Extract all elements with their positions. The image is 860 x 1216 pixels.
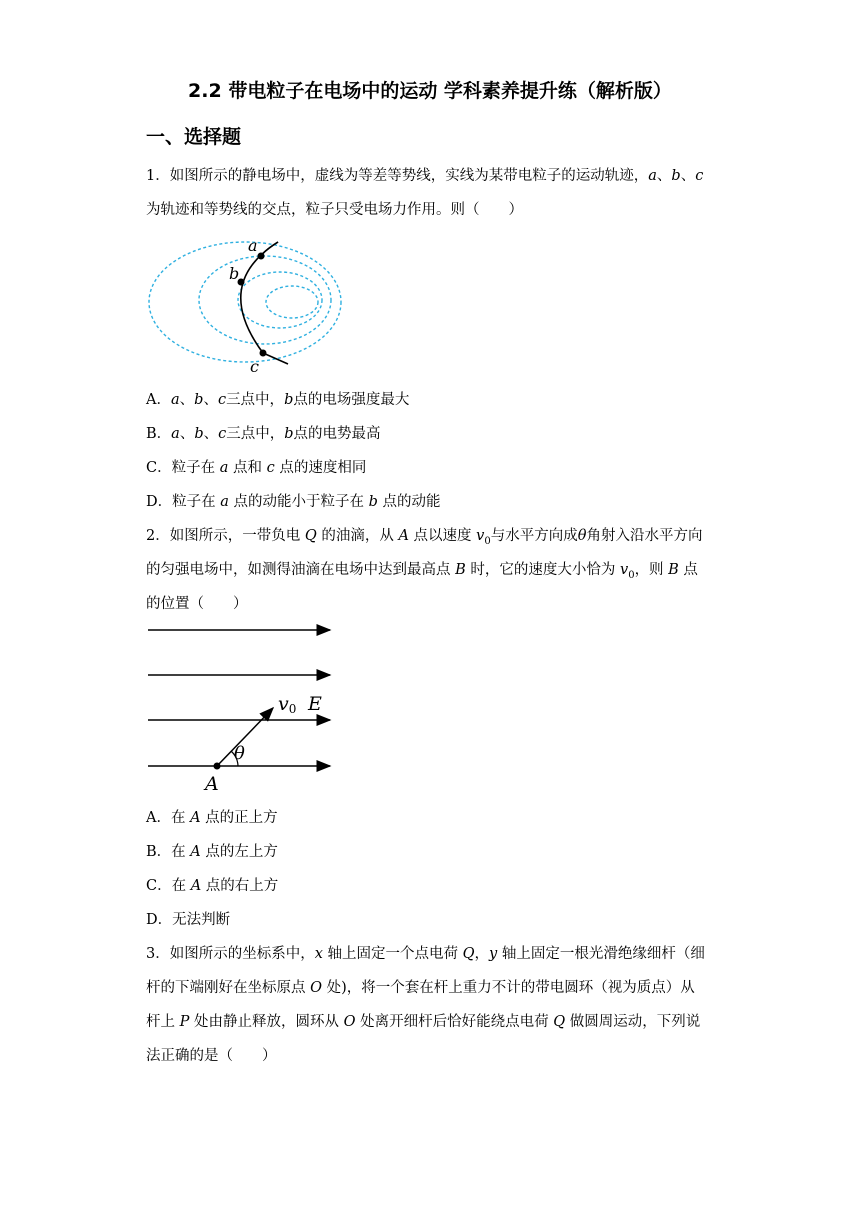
label-E: E [308, 693, 322, 715]
label-A: A [205, 773, 219, 795]
label-v0: v0 [278, 693, 297, 716]
q2-option-a[interactable]: A．在 A 点的正上方 [146, 810, 278, 826]
point-a-dot [258, 253, 265, 260]
q2-stem-line-1: 2．如图所示，一带负电 Q 的油滴，从 A 点以速度 $v_0$与水平方向成θ角射入沿水平方向 [146, 528, 703, 547]
q3-stem-line-3: 杆上 P 处由静止释放，圆环从 O 处离开细杆后恰好能绕点电荷 Q 做圆周运动，下列说 [146, 1014, 701, 1030]
point-A-dot [214, 763, 221, 770]
equipotential-outer [149, 242, 341, 362]
q3-stem-line-1: 3．如图所示的坐标系中，x 轴上固定一个点电荷 Q，y 轴上固定一根光滑绝缘细杆（细 [146, 946, 705, 962]
document-title: 2.2 带电粒子在电场中的运动 学科素养提升练（解析版） [188, 80, 672, 102]
label-theta: θ [234, 743, 245, 764]
q3-stem-line-4: 法正确的是（ ） [146, 1048, 277, 1064]
q1-option-d[interactable]: D．粒子在 a 点的动能小于粒子在 b 点的动能 [146, 494, 441, 510]
q1-option-c[interactable]: C．粒子在 a 点和 c 点的速度相同 [146, 460, 367, 476]
velocity-vector [217, 708, 273, 766]
point-c-dot [260, 350, 267, 357]
equipotential-3 [238, 272, 322, 328]
q1-option-a[interactable]: A．a、b、c三点中，b点的电场强度最大 [146, 392, 410, 408]
q2-stem-line-3: 的位置（ ） [146, 596, 248, 612]
label-c: c [250, 357, 259, 376]
q2-electric-field-figure [140, 618, 340, 796]
q1-option-b[interactable]: B．a、b、c三点中，b点的电势最高 [146, 426, 381, 442]
equipotential-inner [266, 286, 318, 318]
q1-equipotential-figure [140, 222, 350, 382]
q2-stem-line-2: 的匀强电场中，如测得油滴在电场中达到最高点 B 时，它的速度大小恰为 $v_0$，则 B 点 [146, 562, 698, 581]
label-a: a [248, 236, 258, 255]
particle-trajectory [241, 242, 288, 364]
label-b: b [229, 264, 240, 283]
q1-stem-line-2: 为轨迹和等势线的交点，粒子只受电场力作用。则（ ） [146, 202, 523, 218]
section-heading: 一、选择题 [146, 126, 242, 148]
q2-option-c[interactable]: C．在 A 点的右上方 [146, 878, 279, 894]
q2-option-d[interactable]: D．无法判断 [146, 912, 231, 928]
q2-option-b[interactable]: B．在 A 点的左上方 [146, 844, 278, 860]
q3-stem-line-2: 杆的下端刚好在坐标原点 O 处)，将一个套在杆上重力不计的带电圆环（视为质点）从 [146, 980, 695, 996]
q1-stem-line-1: 1．如图所示的静电场中，虚线为等差等势线，实线为某带电粒子的运动轨迹，a、b、c [146, 168, 704, 184]
equipotential-2 [199, 256, 331, 344]
